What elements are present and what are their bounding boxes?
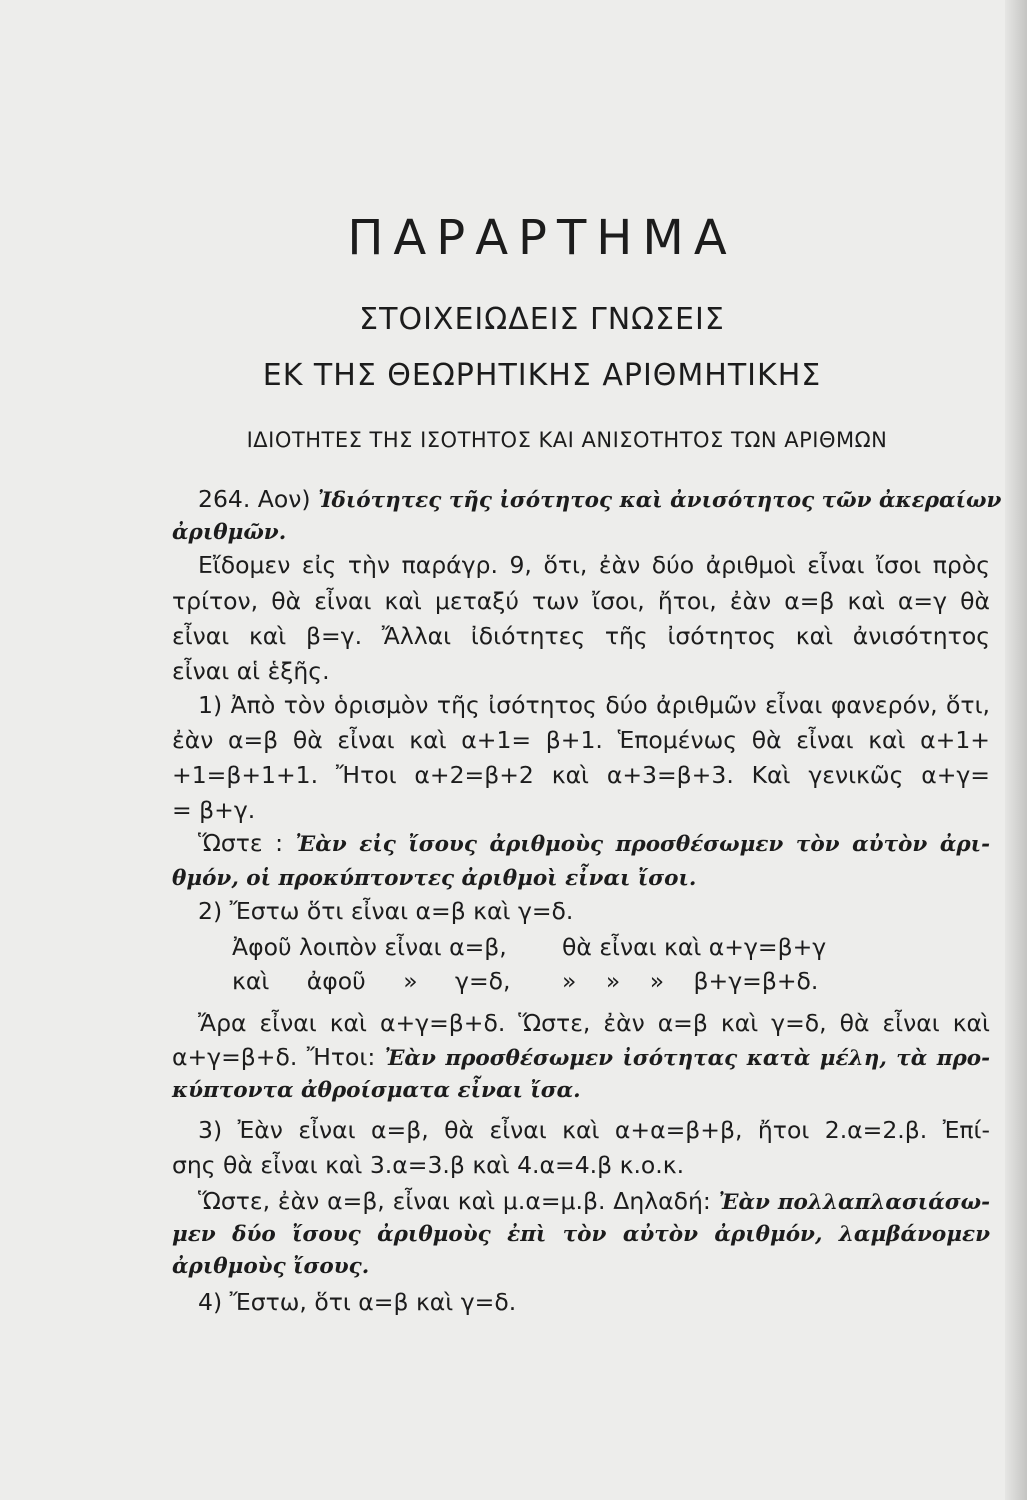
- text-line: Εἴδομεν εἰς τὴν παράγρ. 9, ὅτι, ἐὰν δύο ἀριθμοὶ εἶναι ἴσοι πρὸς: [198, 551, 990, 579]
- text-line: [172, 1042, 990, 1074]
- text-line: [172, 484, 1002, 516]
- text-line: Ἄρα εἶναι καὶ α+γ=β+δ. Ὥστε, ἐὰν α=β καὶ γ=δ, θὰ εἶναι καὶ: [198, 1009, 990, 1037]
- conclusion-prefix: Ὥστε :: [198, 829, 296, 857]
- text-line: [172, 932, 990, 962]
- conclusion-prefix: Ὥστε, ἐὰν α=β, εἶναι καὶ μ.α=μ.β. Δηλαδή:: [198, 1187, 719, 1215]
- text-line: [172, 1250, 990, 1282]
- equation-right: » » » β+γ=β+δ.: [562, 967, 819, 995]
- text-line: τρίτον, θὰ εἶναι καὶ μεταξύ των ἴσοι, ἤτοι, ἐὰν α=β καὶ α=γ θὰ: [172, 587, 990, 615]
- italic-rule-cont: μεν δύο ἴσους ἀριθμοὺς ἐπὶ τὸν αὐτὸν ἀριθμόν, λαμβάνομεν: [172, 1222, 990, 1247]
- text-line: [172, 516, 990, 548]
- italic-rule-end: ἀριθμοὺς ἴσους.: [172, 1254, 370, 1279]
- text-line: [172, 966, 990, 996]
- italic-rule: Ἐὰν προσθέσωμεν ἰσότητας κατὰ μέλη, τὰ προ-: [384, 1046, 991, 1071]
- paragraph-number: 264. Αον): [198, 485, 319, 513]
- text-line: [172, 1074, 990, 1106]
- section-subtitle: ΣΤΟΙΧΕΙΩΔΕΙΣ ΓΝΩΣΕΙΣ: [359, 302, 725, 337]
- italic-rule: Ἐὰν εἰς ἴσους ἀριθμοὺς προσθέσωμεν τὸν αὐτὸν ἀρι-: [295, 832, 990, 857]
- equation-left: καὶ ἀφοῦ » γ=δ,: [232, 967, 511, 995]
- italic-rule: Ἐὰν πολλαπλασιάσω-: [718, 1190, 990, 1215]
- page-title: ΠΑΡΑΡΤΗΜΑ: [347, 210, 737, 266]
- text-line: 1) Ἀπὸ τὸν ὁρισμὸν τῆς ἰσότητος δύο ἀριθμῶν εἶναι φανερόν, ὅτι,: [198, 691, 990, 719]
- text-line: 2) Ἔστω ὅτι εἶναι α=β καὶ γ=δ.: [198, 897, 574, 925]
- section-subtitle-2: ΕΚ ΤΗΣ ΘΕΩΡΗΤΙΚΗΣ ΑΡΙΘΜΗΤΙΚΗΣ: [262, 358, 822, 393]
- italic-rule-cont: κύπτοντα ἀθροίσματα εἶναι ἴσα.: [172, 1078, 581, 1103]
- italic-heading-cont: ἀριθμῶν.: [172, 520, 287, 545]
- text-line: = β+γ.: [172, 796, 256, 824]
- text-line: σης θὰ εἶναι καὶ 3.α=3.β καὶ 4.α=4.β κ.ο.κ.: [172, 1151, 685, 1179]
- equation-left: Ἀφοῦ λοιπὸν εἶναι α=β,: [232, 933, 507, 961]
- text-line: [172, 862, 990, 894]
- text-line: 3) Ἐὰν εἶναι α=β, θὰ εἶναι καὶ α+α=β+β, ἤτοι 2.α=2.β. Ἐπί-: [198, 1116, 990, 1144]
- text-line: εἶναι αἱ ἑξῆς.: [172, 657, 330, 685]
- italic-heading: Ἰδιότητες τῆς ἰσότητος καὶ ἀνισότητος τῶν ἀκεραίων: [318, 488, 1002, 513]
- conclusion-prefix: α+γ=β+δ. Ἤτοι:: [172, 1043, 385, 1071]
- italic-rule-cont: θμόν, οἱ προκύπτοντες ἀριθμοὶ εἶναι ἴσοι.: [172, 866, 697, 891]
- text-line: [172, 1218, 990, 1250]
- topic-heading: ΙΔΙΟΤΗΤΕΣ ΤΗΣ ΙΣΟΤΗΤΟΣ ΚΑΙ ΑΝΙΣΟΤΗΤΟΣ ΤΩΝ ΑΡΙΘΜΩΝ: [246, 428, 888, 452]
- text-line: 4) Ἔστω, ὅτι α=β καὶ γ=δ.: [198, 1288, 517, 1316]
- text-line: [172, 828, 990, 860]
- text-line: ἐὰν α=β θὰ εἶναι καὶ α+1= β+1. Ἑπομένως θὰ εἶναι καὶ α+1+: [172, 726, 990, 754]
- text-line: εἶναι καὶ β=γ. Ἄλλαι ἰδιότητες τῆς ἰσότητος καὶ ἀνισότητος: [172, 622, 990, 650]
- text-line: [172, 1186, 990, 1218]
- page-edge-shadow: [1005, 0, 1027, 1500]
- equation-right: θὰ εἶναι καὶ α+γ=β+γ: [562, 933, 827, 961]
- text-line: +1=β+1+1. Ἤτοι α+2=β+2 καὶ α+3=β+3. Καὶ γενικῶς α+γ=: [172, 761, 990, 789]
